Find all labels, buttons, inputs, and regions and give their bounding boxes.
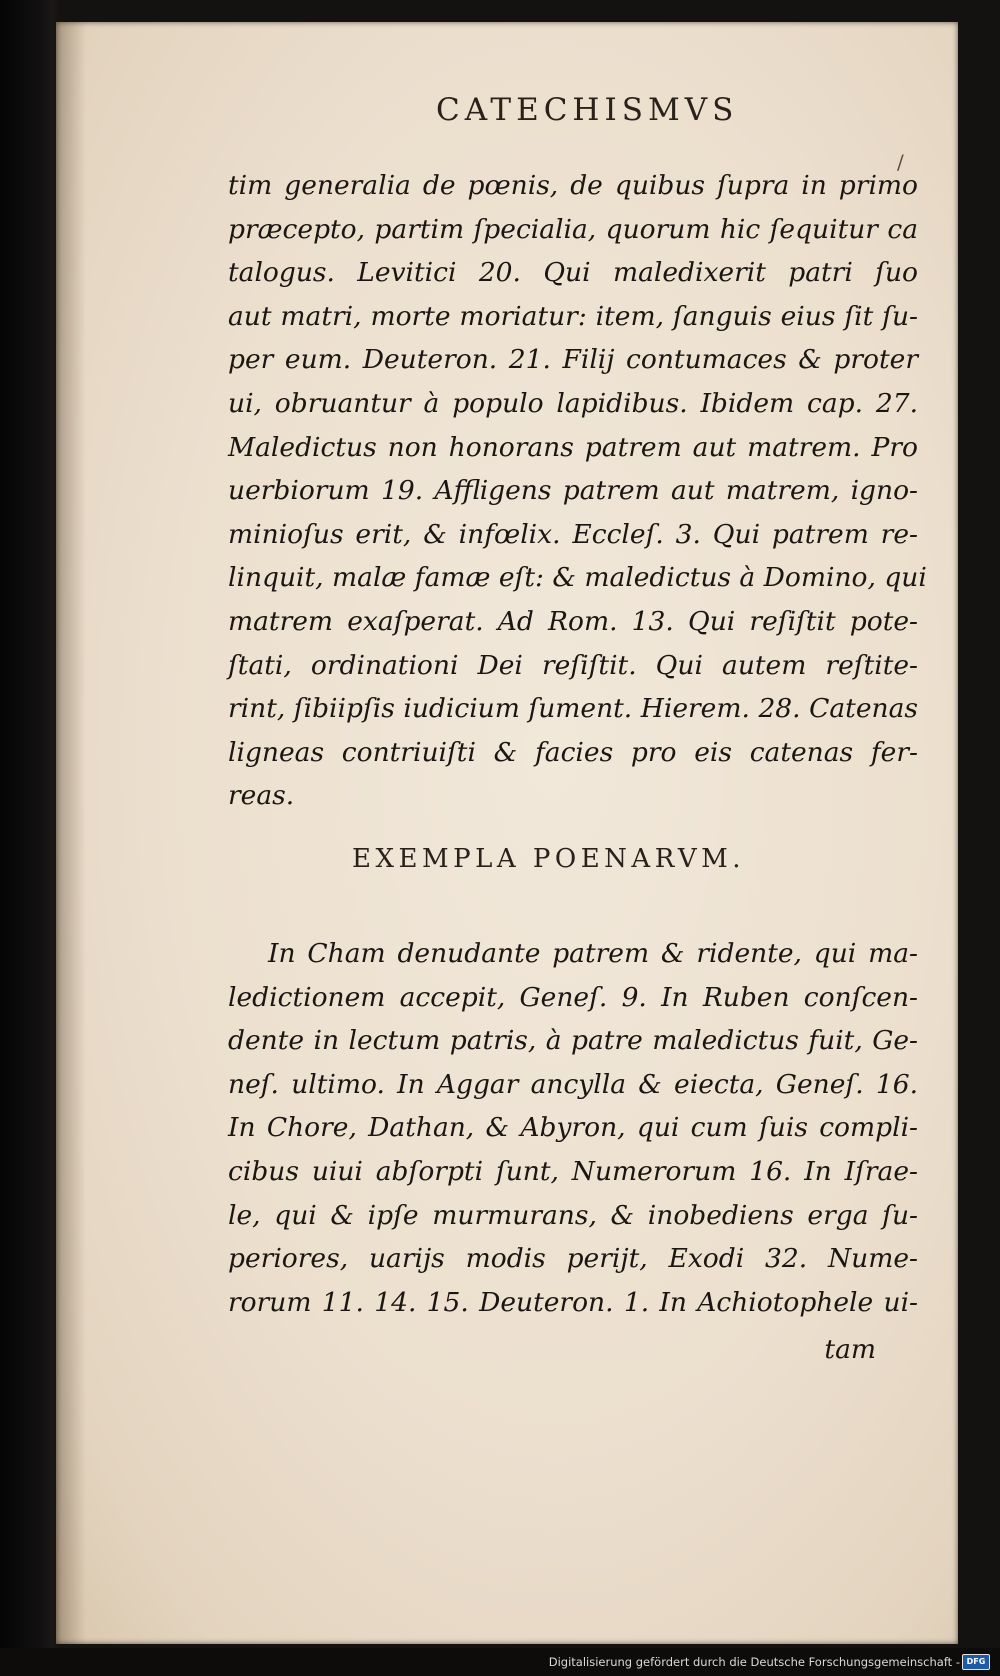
- text-line: periores, uarijs modis perijt, Exodi 32. Nume-: [228, 1243, 918, 1275]
- book-page: [56, 22, 958, 1644]
- text-line: rint, ſibiipſis iudicium ſument. Hierem. 28. Catenas: [228, 693, 918, 725]
- text-line: le, qui & ipſe murmurans, & inobediens erga ſu-: [228, 1199, 918, 1231]
- text-line: rorum 11. 14. 15. Deuteron. 1. In Achiotophele ui-: [228, 1286, 918, 1318]
- text-line: dente in lectum patris, à patre maledictus fuit, Ge-: [228, 1025, 918, 1057]
- text-line: ſtati, ordinationi Dei reſiſtit. Qui autem reſtite-: [228, 649, 918, 681]
- dfg-logo-icon: DFG: [962, 1654, 990, 1670]
- section-heading: EXEMPLA POENARVM.: [352, 844, 746, 874]
- text-line: per eum. Deuteron. 21. Filij contumaces & proter: [228, 344, 918, 376]
- footer-bar: [0, 1648, 1000, 1676]
- text-line: neſ. ultimo. In Aggar ancylla & eiecta, Geneſ. 16.: [228, 1068, 918, 1100]
- text-line: linquit, malæ famæ eſt: & maledictus à Domino, qui: [228, 562, 927, 594]
- text-line: uerbiorum 19. Affligens patrem aut matrem, igno-: [228, 475, 918, 507]
- text-line: tim generalia de pœnis, de quibus ſupra in primo: [228, 170, 918, 201]
- text-line: ledictionem accepit, Geneſ. 9. In Ruben conſcen-: [228, 981, 918, 1013]
- text-line: aut matri, morte moriatur: item, ſanguis eius ſit ſu-: [228, 300, 918, 332]
- text-line: præcepto, partim ſpecialia, quorum hic ſequitur ca: [228, 213, 918, 245]
- text-line: matrem exaſperat. Ad Rom. 13. Qui reſiſtit pote-: [228, 605, 918, 637]
- edge-mark: /: [897, 150, 904, 174]
- paragraph-examples: [228, 932, 918, 1324]
- text-line: In Cham denudante patrem & ridente, qui ma-: [268, 938, 918, 969]
- running-header: CATECHISMVS: [436, 92, 739, 128]
- text-line: cibus uiui abſorpti ſunt, Numerorum 16. In Iſrae-: [228, 1155, 918, 1187]
- text-line: ligneas contriuiſti & facies pro eis catenas fer-: [228, 736, 918, 768]
- catchword: tam: [824, 1334, 876, 1365]
- text-line: Maledictus non honorans patrem aut matrem. Pro: [228, 431, 918, 463]
- text-line: ui, obruantur à populo lapidibus. Ibidem cap. 27.: [228, 387, 918, 419]
- text-line: minioſus erit, & infœlix. Eccleſ. 3. Qui patrem re-: [228, 518, 918, 550]
- paragraph-laws: [228, 164, 927, 818]
- text-line: reas.: [228, 780, 295, 812]
- text-line: talogus. Levitici 20. Qui maledixerit patri ſuo: [228, 257, 918, 289]
- funding-credit: Digitalisierung gefördert durch die Deutsche Forschungsgemeinschaft -: [548, 1655, 960, 1669]
- text-line: In Chore, Dathan, & Abyron, qui cum ſuis compli-: [228, 1112, 918, 1144]
